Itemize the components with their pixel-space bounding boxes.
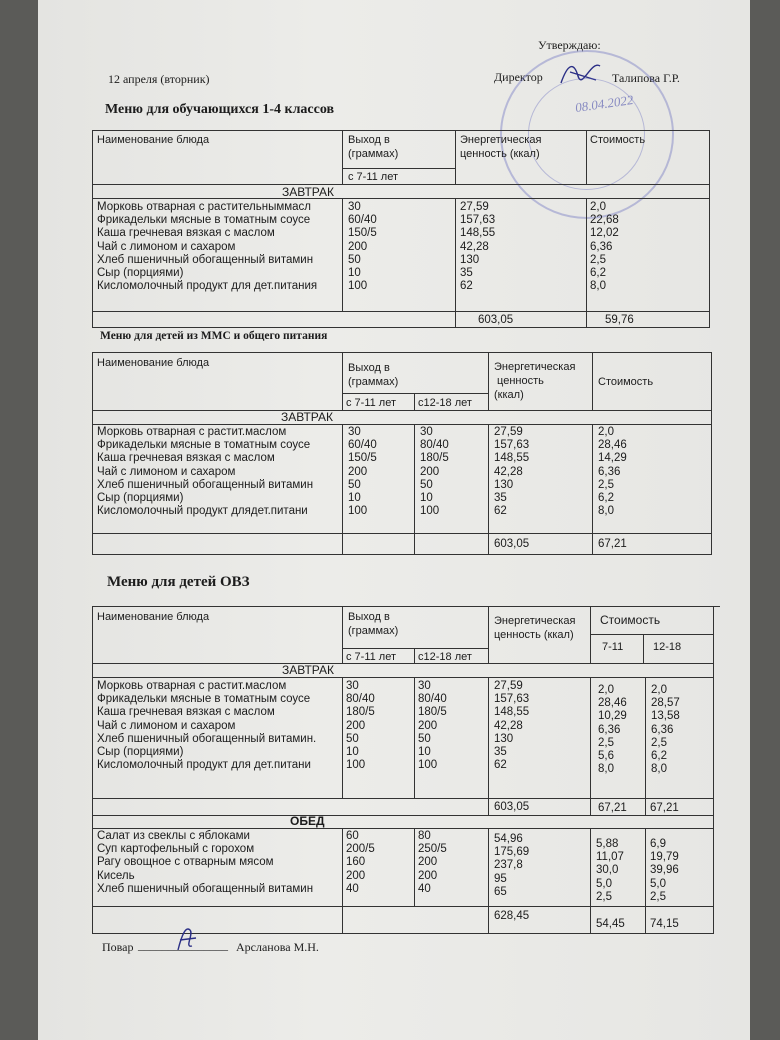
t3-col-cost-12-18 <box>651 684 680 776</box>
t1-col-cost-item: 6,36 <box>590 240 613 253</box>
t3-col-output-12-18-item: 80/40 <box>418 693 447 706</box>
t2-header-output-2: (граммах) <box>348 376 399 388</box>
t3-col-output-7-11-item: 50 <box>346 732 359 745</box>
t2-col-output-7-11-item: 100 <box>348 505 368 518</box>
t1-col-cost-item: 8,0 <box>590 280 606 293</box>
t3-col-names-item: Морковь отварная с растит.маслом <box>97 680 287 692</box>
t3-col-output-12-18 <box>418 680 447 772</box>
t3-col-cost-7-11 <box>598 684 627 776</box>
t3-col-kcal-item: 130 <box>494 732 514 745</box>
t2-col-cost-item: 28,46 <box>598 439 627 452</box>
t2-col-kcal-item: 62 <box>494 505 507 518</box>
t2-col-cost-item: 2,0 <box>598 426 614 438</box>
t3-col-output-7-11-item: 200 <box>346 719 366 732</box>
t2-col-output-7-11-item: 30 <box>348 426 361 438</box>
t1-col-output-item: 60/40 <box>348 214 377 227</box>
t1-header-cost: Стоимость <box>590 134 646 146</box>
t2-col-output-12-18-item: 80/40 <box>420 439 449 452</box>
table3-title: Меню для детей ОВЗ <box>107 574 250 590</box>
t3-header-energy-2: ценность (ккал) <box>494 629 574 641</box>
t2-col-output-12-18-item: 200 <box>420 465 440 478</box>
t1-header-output-1: Выход в <box>348 134 390 146</box>
t1-total-kcal: 603,05 <box>478 314 514 326</box>
t2-header-energy-2: ценность <box>494 375 544 387</box>
t2-col-cost-item: 2,5 <box>598 478 614 491</box>
director-label: Директор <box>494 70 543 84</box>
t3-lunch-col-kcal-item: 65 <box>494 885 507 898</box>
t3-col-names-item: Хлеб пшеничный обогащенный витамин. <box>97 732 317 745</box>
t1-col-kcal-item: 62 <box>460 280 473 293</box>
t1-total-cost: 59,76 <box>605 314 634 326</box>
t3-col-kcal-item: 62 <box>494 759 507 772</box>
t3-lunch-col-kcal-item: 54,96 <box>494 833 523 845</box>
t1-header-energy-2: ценность (ккал) <box>460 148 540 160</box>
t2-total-kcal: 603,05 <box>494 538 530 550</box>
cook-signature-line: _______________ <box>138 938 228 952</box>
t1-header-output-2: (граммах) <box>348 148 399 160</box>
director-name: Талипова Г.Р. <box>612 71 680 85</box>
approve-label: Утверждаю: <box>538 38 601 52</box>
table1-title: Меню для обучающихся 1-4 классов <box>105 102 335 117</box>
t3-lunch-col-cost-12-18-item: 39,96 <box>650 864 679 877</box>
t2-col-kcal-item: 157,63 <box>494 439 530 452</box>
t3-col-output-7-11-item: 80/40 <box>346 693 375 706</box>
t3-section-breakfast: ЗАВТРАК <box>282 663 334 677</box>
t3-col-kcal-item: 42,28 <box>494 719 523 732</box>
table2-title: Меню для детей из ММС и общего питания <box>100 330 328 342</box>
t2-section-breakfast: ЗАВТРАК <box>281 410 333 424</box>
t1-col-names-item: Чай с лимоном и сахаром <box>97 240 236 253</box>
t3-lunch-col-names <box>97 830 313 896</box>
t2-col-names-item: Хлеб пшеничный обогащенный витамин <box>97 478 314 491</box>
t1-col-kcal-item: 148,55 <box>460 227 496 240</box>
t3-col-cost-12-18-item: 6,2 <box>651 750 667 763</box>
t1-col-output-item: 150/5 <box>348 227 377 240</box>
t1-col-kcal-item: 157,63 <box>460 214 496 227</box>
t2-col-output-12-18-item: 180/5 <box>420 452 449 465</box>
t1-col-kcal-item: 42,28 <box>460 240 489 253</box>
t1-col-kcal-item: 35 <box>460 267 473 280</box>
t3-lunch-col-cost-7-11-item: 5,0 <box>596 877 612 890</box>
t2-header-name: Наименование блюда <box>97 357 210 369</box>
t3-lunch-col-kcal-item: 237,8 <box>494 859 523 872</box>
t3-lunch-col-output-7-11 <box>346 830 375 896</box>
t2-header-cost: Стоимость <box>598 376 654 388</box>
t3-lunch-col-kcal <box>494 833 529 899</box>
t3-lunch-col-output-12-18 <box>418 830 447 896</box>
t1-col-names-item: Хлеб пшеничный обогащенный витамин <box>97 253 314 266</box>
t1-col-names-item: Кисломолочный продукт для дет.питания <box>97 280 318 293</box>
t3-col-kcal-item: 157,63 <box>494 693 530 706</box>
t2-header-energy-3: (ккал) <box>494 389 524 401</box>
t3-lunch-total-cost-12-18: 74,15 <box>650 918 679 930</box>
t2-col-output-7-11-item: 10 <box>348 492 361 505</box>
t3-col-cost-7-11-item: 8,0 <box>598 763 614 776</box>
cook-label: Повар <box>102 940 134 954</box>
t2-col-cost-item: 8,0 <box>598 505 614 518</box>
t1-col-cost-item: 2,0 <box>590 201 606 213</box>
t3-col-cost-12-18-item: 8,0 <box>651 763 667 776</box>
t1-header-energy-1: Энергетическая <box>460 134 542 146</box>
t1-col-output-item: 100 <box>348 280 368 293</box>
t1-col-cost-item: 22,68 <box>590 214 619 227</box>
t2-header-energy-1: Энергетическая <box>494 361 576 373</box>
t3-col-cost-12-18-item: 6,36 <box>651 723 674 736</box>
t3-lunch-col-cost-7-11 <box>596 838 624 904</box>
t3-col-cost-7-11-item: 2,5 <box>598 736 614 749</box>
t3-col-names <box>97 680 316 772</box>
t2-col-output-12-18-item: 50 <box>420 478 433 491</box>
t2-col-output-12-18-item: 10 <box>420 492 433 505</box>
stamp-date: 08.04.2022 <box>574 92 635 116</box>
t3-lunch-total-cost-7-11: 54,45 <box>596 918 625 930</box>
t3-col-cost-7-11-item: 6,36 <box>598 723 621 736</box>
t3-total-kcal: 603,05 <box>494 801 530 813</box>
t2-header-output-1: Выход в <box>348 362 390 374</box>
t3-header-age-2: с12-18 лет <box>418 651 472 663</box>
t1-col-cost-item: 2,5 <box>590 253 606 266</box>
t3-lunch-col-names-item: Суп картофельный с горохом <box>97 843 255 856</box>
t3-col-output-12-18-item: 200 <box>418 719 438 732</box>
t3-header-cost: Стоимость <box>600 613 661 627</box>
t2-col-kcal-item: 148,55 <box>494 452 530 465</box>
t2-col-kcal-item: 130 <box>494 478 514 491</box>
t3-col-kcal-item: 148,55 <box>494 706 530 719</box>
t3-section-lunch: ОБЕД <box>290 814 325 828</box>
t3-col-cost-7-11-item: 28,46 <box>598 697 627 710</box>
t1-col-output <box>348 201 377 293</box>
t3-lunch-col-cost-12-18-item: 2,5 <box>650 890 666 903</box>
t3-total-cost-7-11: 67,21 <box>598 802 627 814</box>
t3-col-output-7-11-item: 30 <box>346 680 359 692</box>
t2-col-names-item: Фрикадельки мясные в томатным соусе <box>97 439 311 452</box>
t2-col-kcal-item: 35 <box>494 492 507 505</box>
t3-col-cost-12-18-item: 2,0 <box>651 684 667 696</box>
t3-header-age-1: с 7-11 лет <box>346 651 397 663</box>
t3-lunch-col-cost-7-11-item: 30,0 <box>596 864 619 877</box>
t3-lunch-col-names-item: Салат из свеклы с яблоками <box>97 830 250 842</box>
cook-name: Арсланова М.Н. <box>236 940 319 954</box>
t3-lunch-col-cost-7-11-item: 11,07 <box>596 851 624 864</box>
t1-header-name: Наименование блюда <box>97 134 210 146</box>
t1-col-output-item: 30 <box>348 201 361 213</box>
t3-col-output-12-18-item: 10 <box>418 746 431 759</box>
cook-signature <box>172 924 202 954</box>
t3-header-output-2: (граммах) <box>348 625 399 637</box>
t3-lunch-total-kcal: 628,45 <box>494 910 530 922</box>
t3-lunch-col-kcal-item: 95 <box>494 872 507 885</box>
t3-col-output-7-11 <box>346 680 375 772</box>
t1-col-cost-item: 6,2 <box>590 267 606 280</box>
t1-col-names <box>97 201 317 293</box>
t3-col-output-12-18-item: 50 <box>418 732 431 745</box>
t3-lunch-col-names-item: Хлеб пшеничный обогащенный витамин <box>97 882 314 895</box>
t2-col-names-item: Морковь отварная с растит.маслом <box>97 426 287 438</box>
t3-lunch-col-names-item: Кисель <box>97 869 135 882</box>
t3-col-kcal-item: 35 <box>494 746 507 759</box>
t3-col-output-12-18-item: 30 <box>418 680 431 692</box>
t3-col-output-12-18-item: 100 <box>418 759 438 772</box>
t3-lunch-col-output-7-11-item: 40 <box>346 882 359 895</box>
t3-header-cost-12-18: 12-18 <box>653 641 682 653</box>
t2-header-age-1: с 7-11 лет <box>346 397 397 409</box>
t1-col-output-item: 10 <box>348 267 361 280</box>
t2-col-output-12-18-item: 100 <box>420 505 440 518</box>
t2-col-names-item: Кисломолочный продукт длядет.питани <box>97 505 308 518</box>
t3-col-output-7-11-item: 10 <box>346 746 359 759</box>
t1-col-kcal-item: 130 <box>460 253 480 266</box>
t3-header-energy-1: Энергетическая <box>494 615 576 627</box>
t3-lunch-col-output-7-11-item: 200 <box>346 869 366 882</box>
t2-col-output-7-11-item: 50 <box>348 478 361 491</box>
t3-header-cost-7-11: 7-11 <box>602 641 624 653</box>
t3-header-name: Наименование блюда <box>97 611 210 623</box>
t3-lunch-col-names-item: Рагу овощное с отварным мясом <box>97 856 274 869</box>
t2-col-cost-item: 6,36 <box>598 465 621 478</box>
t1-col-cost-item: 12,02 <box>590 227 619 240</box>
t3-lunch-col-output-7-11-item: 160 <box>346 856 366 869</box>
t3-col-names-item: Каша гречневая вязкая с маслом <box>97 706 275 719</box>
t3-col-names-item: Фрикадельки мясные в томатным соусе <box>97 693 311 706</box>
t3-lunch-col-cost-12-18-item: 5,0 <box>650 877 666 890</box>
t1-col-cost <box>590 201 619 293</box>
t3-col-names-item: Сыр (порциями) <box>97 746 184 759</box>
t2-col-cost-item: 6,2 <box>598 492 614 505</box>
t3-lunch-col-cost-12-18-item: 19,79 <box>650 851 679 864</box>
t3-col-cost-7-11-item: 10,29 <box>598 710 627 723</box>
t1-col-output-item: 200 <box>348 240 368 253</box>
t3-col-cost-12-18-item: 28,57 <box>651 697 680 710</box>
t3-lunch-col-cost-7-11-item: 5,88 <box>596 838 619 850</box>
t3-col-output-7-11-item: 100 <box>346 759 366 772</box>
t2-col-output-12-18 <box>420 426 449 518</box>
menu-date: 12 апреля (вторник) <box>108 72 210 86</box>
t2-total-cost: 67,21 <box>598 538 627 550</box>
t3-col-output-7-11-item: 180/5 <box>346 706 375 719</box>
t3-lunch-col-cost-7-11-item: 2,5 <box>596 890 612 903</box>
t3-lunch-col-output-12-18-item: 40 <box>418 882 431 895</box>
t3-lunch-col-output-12-18-item: 80 <box>418 830 431 842</box>
t1-col-kcal <box>460 201 495 293</box>
t3-total-cost-12-18: 67,21 <box>650 802 679 814</box>
t2-col-output-7-11-item: 60/40 <box>348 439 377 452</box>
t1-col-names-item: Морковь отварная с растительныммасл <box>97 201 312 213</box>
t3-lunch-col-output-7-11-item: 60 <box>346 830 359 842</box>
t3-col-names-item: Кисломолочный продукт для дет.питани <box>97 759 311 772</box>
t2-col-kcal-item: 42,28 <box>494 465 523 478</box>
t2-col-names <box>97 426 313 518</box>
t3-col-output-12-18-item: 180/5 <box>418 706 447 719</box>
t1-col-names-item: Фрикадельки мясные в томатным соусе <box>97 214 311 227</box>
t3-col-cost-7-11-item: 5,6 <box>598 750 614 763</box>
t3-col-cost-7-11-item: 2,0 <box>598 684 614 696</box>
t1-col-names-item: Каша гречневая вязкая с маслом <box>97 227 275 240</box>
t3-lunch-col-output-7-11-item: 200/5 <box>346 843 375 856</box>
t3-col-kcal <box>494 680 529 772</box>
t3-col-cost-12-18-item: 13,58 <box>651 710 680 723</box>
t2-col-output-7-11 <box>348 426 377 518</box>
t3-col-kcal-item: 27,59 <box>494 680 523 692</box>
t3-lunch-col-cost-12-18-item: 6,9 <box>650 838 666 850</box>
t1-col-kcal-item: 27,59 <box>460 201 489 213</box>
t3-lunch-col-output-12-18-item: 200 <box>418 869 438 882</box>
t2-col-cost-item: 14,29 <box>598 452 627 465</box>
t3-lunch-col-kcal-item: 175,69 <box>494 846 530 859</box>
t2-col-names-item: Каша гречневая вязкая с маслом <box>97 452 275 465</box>
t1-header-age: с 7-11 лет <box>348 171 399 183</box>
t2-col-output-7-11-item: 200 <box>348 465 368 478</box>
t2-col-output-7-11-item: 150/5 <box>348 452 377 465</box>
t3-header-output-1: Выход в <box>348 611 390 623</box>
t2-col-output-12-18-item: 30 <box>420 426 433 438</box>
t1-col-names-item: Сыр (порциями) <box>97 267 184 280</box>
t3-col-cost-12-18-item: 2,5 <box>651 736 667 749</box>
t3-lunch-col-output-12-18-item: 250/5 <box>418 843 447 856</box>
t2-header-age-2: с12-18 лет <box>418 397 472 409</box>
t3-lunch-col-output-12-18-item: 200 <box>418 856 438 869</box>
t2-col-kcal-item: 27,59 <box>494 426 523 438</box>
t3-lunch-col-cost-12-18 <box>650 838 679 904</box>
t2-col-names-item: Сыр (порциями) <box>97 492 184 505</box>
t2-col-cost <box>598 426 627 518</box>
t2-col-names-item: Чай с лимоном и сахаром <box>97 465 236 478</box>
t3-col-names-item: Чай с лимоном и сахаром <box>97 719 236 732</box>
t1-section-breakfast: ЗАВТРАК <box>282 185 334 199</box>
t2-col-kcal <box>494 426 529 518</box>
t1-col-output-item: 50 <box>348 253 361 266</box>
